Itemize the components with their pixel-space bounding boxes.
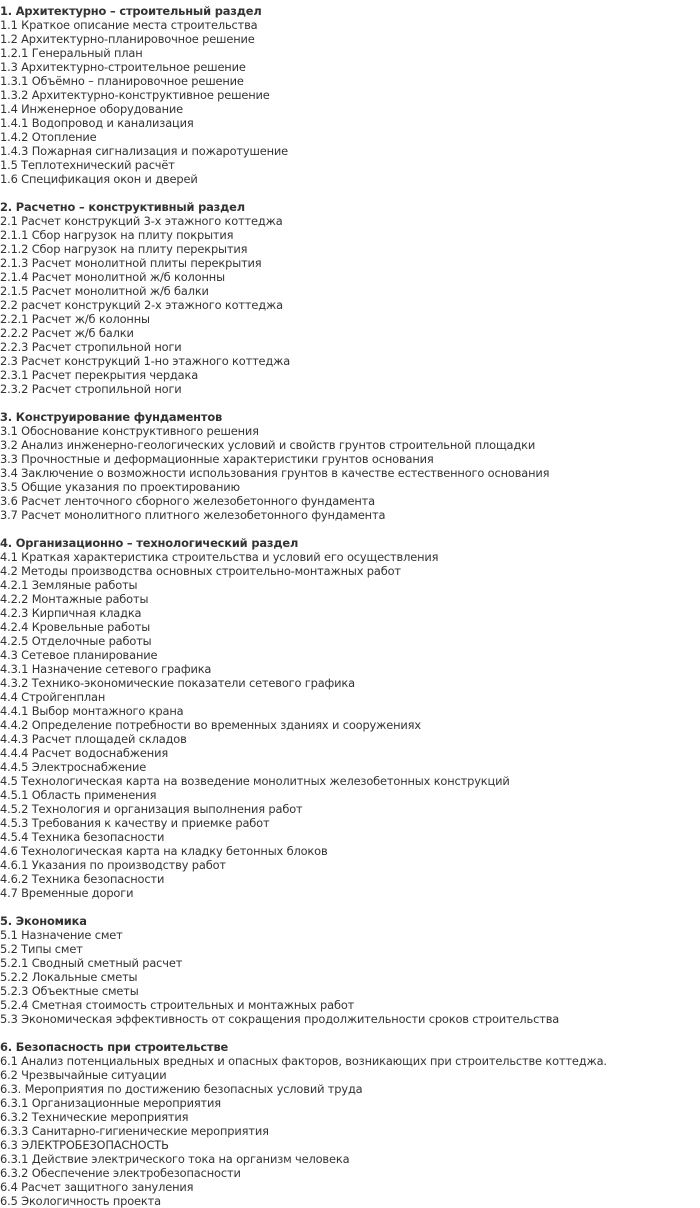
section-title: 5. Экономика (0, 914, 87, 928)
toc-item: 4.5.4 Техника безопасности (0, 830, 165, 844)
section-title: 3. Конструирование фундаментов (0, 410, 223, 424)
toc-item: 6.3.1 Действие электрического тока на организм человека (0, 1152, 350, 1166)
toc-item: 1.4.3 Пожарная сигнализация и пожаротушение (0, 144, 289, 158)
toc-item: 2.1.5 Расчет монолитной ж/б балки (0, 284, 209, 298)
toc-item: 3.5 Общие указания по проектированию (0, 480, 240, 494)
toc-item: 4.2.2 Монтажные работы (0, 592, 149, 606)
toc-item: 6.1 Анализ потенциальных вредных и опасных факторов, возникающих при строительстве коттеджа. (0, 1054, 607, 1068)
toc-item: 5.3 Экономическая эффективность от сокращения продолжительности сроков строительства (0, 1012, 560, 1026)
toc-item: 1.1 Краткое описание места строительства (0, 18, 258, 32)
toc-item: 1.6 Спецификация окон и дверей (0, 172, 198, 186)
toc-item: 6.3. Мероприятия по достижению безопасных условий труда (0, 1082, 363, 1096)
toc-item: 1.4.1 Водопровод и канализация (0, 116, 194, 130)
toc-item: 2.3.1 Расчет перекрытия чердака (0, 368, 199, 382)
toc-item: 3.4 Заключение о возможности использования грунтов в качестве естественного основания (0, 466, 550, 480)
toc-item: 1.3.1 Объёмно – планировочное решение (0, 74, 244, 88)
toc-item: 4.4.1 Выбор монтажного крана (0, 704, 184, 718)
section-title: 4. Организационно – технологический раздел (0, 536, 299, 550)
toc-item: 4.2.1 Земляные работы (0, 578, 138, 592)
toc-item: 5.1 Назначение смет (0, 928, 123, 942)
toc-item: 1.4 Инженерное оборудование (0, 102, 183, 116)
toc-item: 6.3 ЭЛЕКТРОБЕЗОПАСНОСТЬ (0, 1138, 169, 1152)
toc-item: 1.3 Архитектурно-строительное решение (0, 60, 246, 74)
toc-item: 3.2 Анализ инженерно-геологических условий и свойств грунтов строительной площадки (0, 438, 536, 452)
toc-item: 4.2 Методы производства основных строительно-монтажных работ (0, 564, 401, 578)
toc-item: 3.3 Прочностные и деформационные характеристики грунтов основания (0, 452, 434, 466)
toc-item: 4.7 Временные дороги (0, 886, 134, 900)
toc-item: 2.1 Расчет конструкций 3-х этажного коттеджа (0, 214, 283, 228)
toc-item: 2.2.1 Расчет ж/б колонны (0, 312, 150, 326)
toc-item: 4.4.5 Электроснабжение (0, 760, 147, 774)
toc-item: 4.5.2 Технология и организация выполнения работ (0, 802, 303, 816)
toc-section (0, 410, 700, 522)
toc-item: 1.5 Теплотехнический расчёт (0, 158, 175, 172)
section-title: 6. Безопасность при строительстве (0, 1040, 229, 1054)
toc-item: 5.2 Типы смет (0, 942, 83, 956)
toc-item: 4.5.3 Требования к качеству и приемке работ (0, 816, 270, 830)
toc-item: 2.2 расчет конструкций 2-х этажного коттеджа (0, 298, 283, 312)
toc-item: 4.1 Краткая характеристика строительства и условий его осуществления (0, 550, 439, 564)
section-title: 1. Архитектурно – строительный раздел (0, 4, 262, 18)
toc-item: 4.6 Технологическая карта на кладку бетонных блоков (0, 844, 328, 858)
toc-item: 2.3 Расчет конструкций 1-но этажного коттеджа (0, 354, 291, 368)
toc-item: 4.6.2 Техника безопасности (0, 872, 165, 886)
toc-item: 3.1 Обоснование конструктивного решения (0, 424, 259, 438)
toc-item: 4.2.5 Отделочные работы (0, 634, 152, 648)
toc-section (0, 4, 700, 186)
toc-section (0, 914, 700, 1026)
toc-item: 4.5 Технологическая карта на возведение монолитных железобетонных конструкций (0, 774, 510, 788)
toc-item: 6.2 Чрезвычайные ситуации (0, 1068, 167, 1082)
toc-item: 6.4 Расчет защитного зануления (0, 1180, 194, 1194)
toc-item: 4.4.3 Расчет площадей складов (0, 732, 187, 746)
toc-item: 5.2.3 Объектные сметы (0, 984, 139, 998)
toc-section (0, 1040, 700, 1208)
toc-item: 4.4.2 Определение потребности во временных зданиях и сооружениях (0, 718, 421, 732)
toc-item: 4.5.1 Область применения (0, 788, 157, 802)
toc-item: 1.2.1 Генеральный план (0, 46, 143, 60)
toc-item: 4.4.4 Расчет водоснабжения (0, 746, 169, 760)
toc-item: 4.3.2 Технико-экономические показатели сетевого графика (0, 676, 355, 690)
toc-section (0, 200, 700, 396)
toc-item: 2.2.3 Расчет стропильной ноги (0, 340, 182, 354)
toc-section (0, 536, 700, 900)
toc-item: 1.3.2 Архитектурно-конструктивное решение (0, 88, 270, 102)
toc-item: 6.3.1 Организационные мероприятия (0, 1096, 221, 1110)
toc-item: 2.1.2 Сбор нагрузок на плиту перекрытия (0, 242, 248, 256)
toc-item: 5.2.2 Локальные сметы (0, 970, 138, 984)
toc-item: 1.2 Архитектурно-планировочное решение (0, 32, 255, 46)
toc-item: 2.3.2 Расчет стропильной ноги (0, 382, 182, 396)
toc-item: 5.2.1 Сводный сметный расчет (0, 956, 183, 970)
toc-item: 6.3.2 Технические мероприятия (0, 1110, 189, 1124)
toc-item: 4.6.1 Указания по производству работ (0, 858, 226, 872)
toc-item: 3.7 Расчет монолитного плитного железобетонного фундамента (0, 508, 386, 522)
toc-item: 4.2.4 Кровельные работы (0, 620, 151, 634)
toc-item: 2.1.3 Расчет монолитной плиты перекрытия (0, 256, 262, 270)
toc-item: 2.1.4 Расчет монолитной ж/б колонны (0, 270, 225, 284)
toc-item: 4.4 Стройгенплан (0, 690, 106, 704)
toc-item: 2.2.2 Расчет ж/б балки (0, 326, 134, 340)
toc-item: 6.3.3 Санитарно-гигиенические мероприятия (0, 1124, 269, 1138)
toc-item: 6.5 Экологичность проекта (0, 1194, 161, 1208)
toc-item: 5.2.4 Сметная стоимость строительных и монтажных работ (0, 998, 355, 1012)
toc-item: 2.1.1 Сбор нагрузок на плиту покрытия (0, 228, 234, 242)
section-title: 2. Расчетно – конструктивный раздел (0, 200, 245, 214)
toc-item: 1.4.2 Отопление (0, 130, 97, 144)
toc-item: 4.3.1 Назначение сетевого графика (0, 662, 212, 676)
toc-item: 4.3 Сетевое планирование (0, 648, 158, 662)
toc-item: 3.6 Расчет ленточного сборного железобетонного фундамента (0, 494, 375, 508)
toc-item: 4.2.3 Кирпичная кладка (0, 606, 142, 620)
toc-item: 6.3.2 Обеспечение электробезопасности (0, 1166, 241, 1180)
